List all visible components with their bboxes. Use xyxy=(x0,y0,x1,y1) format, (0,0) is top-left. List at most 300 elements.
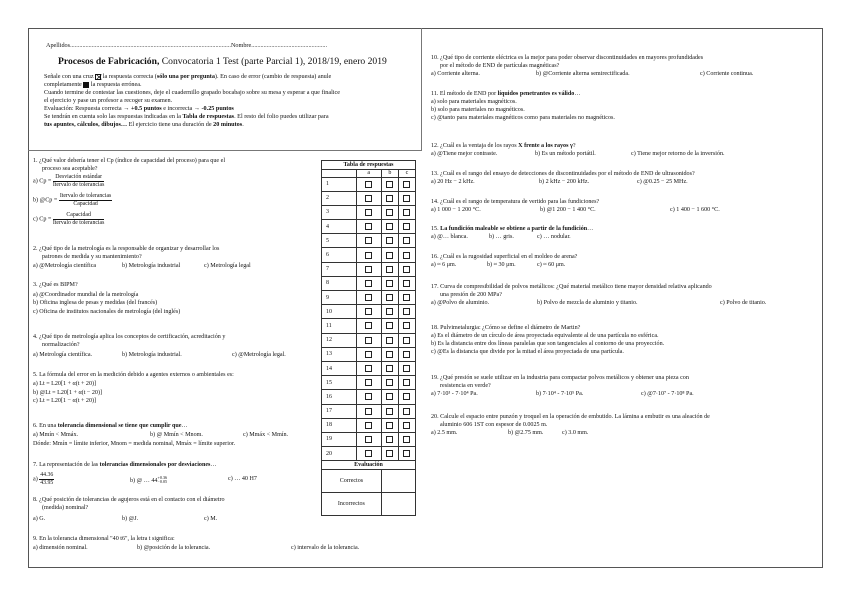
answer-checkbox-b[interactable] xyxy=(386,209,393,216)
q19-option-c[interactable]: c) @7·10⁷ - 7·10⁸ Pa. xyxy=(641,391,694,397)
answer-row xyxy=(322,333,416,347)
instruction-text: -0.25 puntos xyxy=(201,105,234,112)
instruction-text: El ejercicio tiene una duración de xyxy=(127,121,214,128)
answer-cell xyxy=(356,432,381,446)
q6-option-a[interactable]: a) Mmín < Mmáx. xyxy=(33,432,79,438)
question-text: 11. El método de END por xyxy=(431,91,498,97)
q2-text: 2. ¿Qué tipo de la metrología es la responsable de organizar y desarrollar los xyxy=(33,246,220,252)
answer-cell xyxy=(356,191,381,205)
vertical-divider xyxy=(421,28,422,151)
answer-cell xyxy=(381,404,398,418)
question-number: 13 xyxy=(322,347,357,361)
q18-option-b[interactable]: b) Es la distancia entre dos líneas paralelas que son tangenciales al contorno de una proyección. xyxy=(431,341,665,348)
q1-option-c[interactable] xyxy=(33,212,104,226)
q19-option-b[interactable]: b) 7·10⁴ - 7·10⁵ Pa. xyxy=(536,391,584,397)
q7-option-a[interactable] xyxy=(33,472,54,486)
instruction-text: el ejercicio y pase un profesor a recoger su examen. xyxy=(44,97,173,104)
q9-option-c[interactable]: c) intervalo de la tolerancia. xyxy=(291,545,360,551)
q18-option-c[interactable]: c) @Es la distancia que divide por la mitad el área proyectada de una partícula. xyxy=(431,349,624,356)
instruction-text: sólo una por pregunta xyxy=(156,73,215,80)
answer-checkbox-a[interactable] xyxy=(365,294,372,301)
q7-option-b[interactable] xyxy=(130,476,167,485)
answer-checkbox-c[interactable] xyxy=(403,436,410,443)
q16-option-a[interactable]: a) ≈ 6 μm. xyxy=(431,262,457,269)
instruction-line xyxy=(44,113,329,121)
q12-option-c[interactable]: c) Tiene mejor retorno de la inversión. xyxy=(631,151,725,158)
answer-checkbox-c[interactable] xyxy=(403,237,410,244)
column-header-a: a xyxy=(356,170,381,178)
answer-row xyxy=(322,262,416,276)
tolerance-limits xyxy=(157,476,167,485)
answer-checkbox-b[interactable] xyxy=(386,252,393,259)
q2-option-c[interactable]: c) Metrología legal xyxy=(204,263,251,269)
option-prefix: a) Cp = xyxy=(33,178,53,185)
q4-option-c[interactable]: c) @Metrología legal. xyxy=(232,352,286,358)
answer-cell xyxy=(381,205,398,219)
q5-option-b[interactable]: b) @Lt = L20[1 + α(t − 20)] xyxy=(33,389,103,396)
q20-option-c[interactable]: c) 3.0 mm. xyxy=(562,430,589,436)
q16-option-b[interactable]: b) ≈ 30 μm. xyxy=(487,262,516,269)
q8-option-c[interactable]: c) M. xyxy=(204,516,218,522)
answer-cell xyxy=(356,276,381,290)
answer-cell xyxy=(398,291,415,305)
question-number: 7 xyxy=(322,262,357,276)
question-number: 5 xyxy=(322,234,357,248)
answer-cell xyxy=(398,390,415,404)
question-number: 18 xyxy=(322,418,357,432)
instruction-text: . xyxy=(242,121,244,128)
question-text: 15. xyxy=(431,226,441,232)
q14-option-b[interactable]: b) @1 200 − 1 400 °C. xyxy=(540,207,596,214)
q17-option-c[interactable]: c) Polvo de titanio. xyxy=(720,300,767,306)
fraction-denominator: Itervalo de tolerancias xyxy=(52,181,105,188)
answer-cell xyxy=(356,404,381,418)
answer-checkbox-c[interactable] xyxy=(403,365,410,372)
q8-option-a[interactable]: a) G. xyxy=(33,516,46,522)
corner-cell xyxy=(322,170,357,178)
answer-checkbox-a[interactable] xyxy=(365,393,372,400)
q10-option-c[interactable]: c) Corriente continua. xyxy=(700,71,754,77)
fraction-numerator: Itervalo de tolerancias xyxy=(59,193,112,199)
answer-checkbox-b[interactable] xyxy=(386,379,393,386)
answer-checkbox-b[interactable] xyxy=(386,223,393,230)
q16-text: 16. ¿Cuál es la rugosidad superficial en el moldeo de arena? xyxy=(431,254,578,260)
answer-checkbox-b[interactable] xyxy=(386,408,393,415)
fraction-denominator: Itervalo de tolerancias xyxy=(52,219,105,226)
q2-option-b[interactable]: b) Metrología industrial xyxy=(122,263,181,269)
column-header-b: b xyxy=(381,170,398,178)
answer-checkbox-a[interactable] xyxy=(365,408,372,415)
fraction-denominator: 43.95 xyxy=(40,479,54,486)
q10-option-b[interactable]: b) @Corriente alterna semirectificada. xyxy=(536,71,630,77)
q15-text xyxy=(431,226,593,234)
answer-checkbox-b[interactable] xyxy=(386,393,393,400)
answer-cell xyxy=(398,376,415,390)
q11-text xyxy=(431,91,580,99)
question-number: 19 xyxy=(322,432,357,446)
answer-checkbox-c[interactable] xyxy=(403,181,410,188)
answer-checkbox-a[interactable] xyxy=(365,252,372,259)
instruction-text: tus apuntes, cálculos, dibujos… xyxy=(44,121,128,128)
answer-cell xyxy=(398,319,415,333)
nombre-field[interactable]: ................................................. xyxy=(251,42,328,49)
answer-checkbox-a[interactable] xyxy=(365,308,372,315)
q8-option-b[interactable]: b) @J. xyxy=(122,516,139,522)
answer-checkbox-b[interactable] xyxy=(386,422,393,429)
answer-cell xyxy=(381,418,398,432)
question-text: 12. ¿Cuál es la ventaja de los rayos xyxy=(431,143,519,149)
answer-row xyxy=(322,177,416,191)
q9-option-a[interactable]: a) dimensión nominal. xyxy=(33,545,88,551)
q17-text: 17. Curva de compresibilidad de polvos metálicos: ¿Qué material metálico tiene mayor densidad relativa aplicando xyxy=(431,284,712,290)
correct-score-field[interactable] xyxy=(381,470,415,493)
q4-option-b[interactable]: b) Metrología industrial. xyxy=(122,352,182,358)
answer-row xyxy=(322,276,416,290)
answer-checkbox-a[interactable] xyxy=(365,237,372,244)
question-number: 1 xyxy=(322,177,357,191)
q9-option-b[interactable]: b) @posición de la tolerancia. xyxy=(137,545,211,551)
instruction-line xyxy=(44,121,244,129)
question-text: … xyxy=(574,91,581,97)
answer-checkbox-c[interactable] xyxy=(403,322,410,329)
answer-checkbox-b[interactable] xyxy=(386,280,393,287)
question-number: 6 xyxy=(322,248,357,262)
title-bold: Procesos de Fabricación, xyxy=(58,56,160,67)
answer-checkbox-c[interactable] xyxy=(403,422,410,429)
question-number: 14 xyxy=(322,361,357,375)
answer-cell xyxy=(381,220,398,234)
answer-cell xyxy=(381,177,398,191)
question-number: 3 xyxy=(322,205,357,219)
q3-option-c[interactable]: c) Oficina de institutos nacionales de metrología (del inglés) xyxy=(33,308,181,315)
answer-cell xyxy=(356,205,381,219)
q1-option-b[interactable] xyxy=(33,193,112,207)
apellidos-label: Apellidos xyxy=(46,42,71,49)
answer-cell xyxy=(356,248,381,262)
checkbox-icon xyxy=(95,74,101,80)
answer-cell xyxy=(381,305,398,319)
answer-cell xyxy=(381,191,398,205)
question-number: 20 xyxy=(322,447,357,461)
apellidos-field[interactable]: ........................................................................................................ xyxy=(70,42,231,49)
name-line xyxy=(46,42,327,50)
question-emphasis: líquidos penetrantes es válido xyxy=(497,91,575,97)
answer-checkbox-b[interactable] xyxy=(386,337,393,344)
q6-option-b[interactable]: b) @ Mmín < Mnom. xyxy=(150,432,203,438)
q20-text: 20. Calcule el espacio entre punzón y troquel en la operación de embutido. La lámina a embutir es una aleación de xyxy=(431,414,710,420)
evaluation-title: Evaluación xyxy=(322,461,416,470)
q14-text: 14. ¿Cuál es el rango de temperatura de vertido para las fundiciones? xyxy=(431,199,600,205)
answer-checkbox-a[interactable] xyxy=(365,337,372,344)
q13-option-a[interactable]: a) 20 Hz − 2 kHz. xyxy=(431,179,475,186)
q5-text: 5. La fórmula del error en la medición debido a agentes externos o ambientales es: xyxy=(33,372,234,378)
answer-cell xyxy=(398,447,415,461)
q18-text: 18. Pulvimetalurgia: ¿Cómo se define el diámetro de Martin? xyxy=(431,325,581,331)
answer-row xyxy=(322,319,416,333)
question-emphasis: tolerancia dimensional se tiene que cumplir que xyxy=(57,423,182,429)
answer-cell xyxy=(356,390,381,404)
answer-checkbox-b[interactable] xyxy=(386,365,393,372)
instruction-text: Señale con una cruz xyxy=(44,73,96,80)
q9-text: 9. En la tolerancia dimensional "40 t6", la letra t significa: xyxy=(33,536,175,542)
answer-checkbox-a[interactable] xyxy=(365,280,372,287)
q11-option-a[interactable]: a) solo para materiales magnéticos. xyxy=(431,99,517,106)
answer-cell xyxy=(381,333,398,347)
answer-cell xyxy=(398,205,415,219)
question-number: 15 xyxy=(322,376,357,390)
q2-option-a[interactable]: a) @Metrología científica xyxy=(33,263,97,269)
fraction-numerator: Desviación estándar xyxy=(53,174,105,182)
q10-text: 10. ¿Qué tipo de corriente eléctrica es la mejor para poder observar discontinuidades en mayores profundidades xyxy=(431,55,704,61)
answer-checkbox-b[interactable] xyxy=(386,436,393,443)
q17-text: una presión de 200 MPa? xyxy=(440,291,502,298)
answer-cell xyxy=(356,177,381,191)
q15-option-b[interactable]: b) … gris. xyxy=(489,234,514,241)
answer-cell xyxy=(398,262,415,276)
answer-checkbox-a[interactable] xyxy=(365,181,372,188)
answer-cell xyxy=(398,432,415,446)
fraction xyxy=(53,174,105,188)
q15-option-a[interactable]: a) @… blanca. xyxy=(431,234,468,241)
question-text: ? xyxy=(572,143,576,149)
fraction xyxy=(59,193,113,207)
answer-checkbox-c[interactable] xyxy=(403,379,410,386)
answer-checkbox-a[interactable] xyxy=(365,209,372,216)
question-number: 10 xyxy=(322,305,357,319)
answer-cell xyxy=(381,291,398,305)
instruction-text: 20 minutos xyxy=(213,121,243,128)
incorrect-label: Incorrectos xyxy=(322,493,382,516)
answer-cell xyxy=(356,447,381,461)
q8-text: (medida) nominal? xyxy=(42,504,89,511)
instruction-line xyxy=(44,73,331,81)
answer-checkbox-a[interactable] xyxy=(365,266,372,273)
answer-checkbox-b[interactable] xyxy=(386,237,393,244)
question-number: 11 xyxy=(322,319,357,333)
answer-checkbox-c[interactable] xyxy=(403,209,410,216)
q5-option-c[interactable]: c) Lt = L20[1 − α(t + 20)] xyxy=(33,398,97,405)
answer-checkbox-c[interactable] xyxy=(403,408,410,415)
q14-option-a[interactable]: a) 1 000 − 1 200 °C. xyxy=(431,207,481,214)
correct-label: Correctos xyxy=(322,470,382,493)
answer-cell xyxy=(398,418,415,432)
page-title xyxy=(58,56,387,67)
question-text: … xyxy=(210,462,217,468)
answer-checkbox-c[interactable] xyxy=(403,195,410,202)
answer-checkbox-a[interactable] xyxy=(365,223,372,230)
instruction-text: ). En caso de error (cambio de respuesta) anule xyxy=(214,73,332,80)
answer-checkbox-b[interactable] xyxy=(386,351,393,358)
q6-option-c[interactable]: c) Mmáx < Mmín. xyxy=(243,432,289,438)
q13-text: 13. ¿Cuál es el rango del ensayo de detecciones de discontinuidades por el método de END de ultrasonidos? xyxy=(431,171,695,177)
answer-checkbox-b[interactable] xyxy=(386,266,393,273)
q7-option-c[interactable]: c) … 40 H7 xyxy=(228,476,257,482)
upper-limit: +0.36 xyxy=(157,475,168,480)
answer-checkbox-a[interactable] xyxy=(365,436,372,443)
q20-option-a[interactable]: a) 2.5 mm. xyxy=(431,430,458,436)
answer-cell xyxy=(381,347,398,361)
q4-text: normalización? xyxy=(42,341,80,348)
answer-cell xyxy=(381,390,398,404)
q11-option-b[interactable]: b) solo para materiales no magnéticos. xyxy=(431,107,525,114)
answer-cell xyxy=(398,191,415,205)
q17-option-b[interactable]: b) Polvo de mezcla de aluminio y titanio. xyxy=(537,300,638,306)
answer-checkbox-b[interactable] xyxy=(386,195,393,202)
q19-option-a[interactable]: a) 7·10³ - 7·10⁴ Pa. xyxy=(431,391,478,397)
answer-cell xyxy=(356,220,381,234)
question-number: 12 xyxy=(322,333,357,347)
lower-limit: −0.05 xyxy=(157,479,168,485)
answer-row xyxy=(322,205,416,219)
nombre-label: Nombre xyxy=(230,42,252,49)
answer-cell xyxy=(398,333,415,347)
q7-text xyxy=(33,462,217,470)
answer-checkbox-b[interactable] xyxy=(386,308,393,315)
q13-option-b[interactable]: b) 2 kHz − 200 kHz. xyxy=(539,179,590,186)
q2-text: patrones de medida y su mantenimiento? xyxy=(42,253,142,260)
instruction-text: la respuesta errónea. xyxy=(89,81,142,88)
answer-checkbox-b[interactable] xyxy=(386,181,393,188)
answer-checkbox-c[interactable] xyxy=(403,280,410,287)
answer-checkbox-a[interactable] xyxy=(365,422,372,429)
answer-cell xyxy=(381,447,398,461)
answer-cell xyxy=(356,418,381,432)
q12-option-b[interactable]: b) Es un método portátil. xyxy=(535,151,596,158)
q3-text: 3. ¿Qué es BIPM? xyxy=(33,282,78,288)
q6-note: Dónde: Mmín = límite inferior, Mnom = medida nominal, Mmáx = límite superior. xyxy=(33,441,236,447)
q1-option-a[interactable] xyxy=(33,174,104,188)
q12-option-a[interactable]: a) @Tiene mejor contraste. xyxy=(431,151,498,158)
option-prefix: a) xyxy=(33,476,40,483)
q11-option-c[interactable]: c) @tanto para materiales magnéticos como para materiales no magnéticos. xyxy=(431,115,615,122)
answer-checkbox-a[interactable] xyxy=(365,379,372,386)
instruction-line xyxy=(44,81,142,89)
answer-checkbox-c[interactable] xyxy=(403,308,410,315)
q6-text xyxy=(33,423,188,431)
instruction-text: Se tendrán en cuenta solo las respuestas indicadas en la xyxy=(44,113,183,120)
answer-table-title: Tabla de respuestas xyxy=(322,161,416,170)
answer-cell xyxy=(356,291,381,305)
answer-cell xyxy=(381,432,398,446)
option-prefix: b) @Cp = xyxy=(33,197,59,204)
instruction-line xyxy=(44,97,172,105)
answer-cell xyxy=(398,361,415,375)
incorrect-score-field[interactable] xyxy=(381,493,415,516)
instruction-line xyxy=(44,89,340,97)
answer-checkbox-a[interactable] xyxy=(365,351,372,358)
answer-checkbox-c[interactable] xyxy=(403,450,410,457)
option-prefix: b) @ … 44 xyxy=(130,477,158,484)
answer-row xyxy=(322,291,416,305)
answer-checkbox-b[interactable] xyxy=(386,294,393,301)
answer-cell xyxy=(381,234,398,248)
q4-text: 4. ¿Qué tipo de metrología aplica los conceptos de certificación, acreditación y xyxy=(33,334,226,340)
answer-cell xyxy=(398,404,415,418)
question-number: 9 xyxy=(322,291,357,305)
answer-cell xyxy=(381,248,398,262)
q17-option-a[interactable]: a) @Polvo de aluminio. xyxy=(431,300,490,306)
answer-checkbox-c[interactable] xyxy=(403,294,410,301)
q10-text: por el método de END de partículas magnéticas? xyxy=(440,62,560,69)
answer-checkbox-b[interactable] xyxy=(386,322,393,329)
q19-text: 19. ¿Qué presión se suele utilizar en la industria para compactar polvos metálicos y obtener una pieza con xyxy=(431,375,689,381)
answer-checkbox-a[interactable] xyxy=(365,322,372,329)
instruction-text: completamente xyxy=(44,81,84,88)
q8-text: 8. ¿Qué posición de tolerancias de agujeros está en el contacto con el diámetro xyxy=(33,497,225,503)
answer-checkbox-c[interactable] xyxy=(403,223,410,230)
q10-option-a[interactable]: a) Corriente alterna. xyxy=(431,71,480,77)
answer-table-header xyxy=(322,170,416,178)
answer-table xyxy=(321,160,416,516)
answer-cell xyxy=(398,276,415,290)
answer-cell xyxy=(356,361,381,375)
answer-checkbox-a[interactable] xyxy=(365,195,372,202)
answer-row xyxy=(322,432,416,446)
q1-text: proceso sea aceptable? xyxy=(42,165,98,172)
answer-row xyxy=(322,234,416,248)
q13-option-c[interactable]: c) @0.25 − 25 MHz. xyxy=(637,179,688,186)
answer-row xyxy=(322,418,416,432)
answer-checkbox-c[interactable] xyxy=(403,266,410,273)
instruction-text: e incorrecta → xyxy=(161,105,202,112)
question-number: 16 xyxy=(322,390,357,404)
column-header-c: c xyxy=(398,170,415,178)
q5-option-a[interactable]: a) Lt = L20[1 + α(t + 20)] xyxy=(33,381,97,387)
answer-checkbox-c[interactable] xyxy=(403,252,410,259)
answer-row xyxy=(322,248,416,262)
answer-cell xyxy=(398,347,415,361)
q3-option-b[interactable]: b) Oficina inglesa de pesas y medidas (del francés) xyxy=(33,300,158,307)
q15-option-c[interactable]: c) … nodular. xyxy=(537,234,571,241)
answer-cell xyxy=(381,361,398,375)
option-prefix: c) Cp = xyxy=(33,216,53,223)
instruction-text: la respuesta correcta ( xyxy=(101,73,157,80)
answer-cell xyxy=(381,319,398,333)
q20-option-b[interactable]: b) @2.75 mm. xyxy=(508,430,544,436)
answer-cell xyxy=(356,376,381,390)
answer-row xyxy=(322,404,416,418)
instruction-text: Evaluación: Respuesta correcta → xyxy=(44,105,131,112)
answer-checkbox-c[interactable] xyxy=(403,351,410,358)
answer-checkbox-a[interactable] xyxy=(365,365,372,372)
q3-option-a[interactable]: a) @Coordinador mundial de la metrología xyxy=(33,292,139,298)
answer-cell xyxy=(398,305,415,319)
q19-text: resistencia en verde? xyxy=(440,382,491,389)
q18-option-a[interactable]: a) Es el diámetro de un círculo de área proyectada equivalente al de una partícula no esférica. xyxy=(431,333,659,340)
answer-checkbox-c[interactable] xyxy=(403,337,410,344)
fraction-numerator: 44.36 xyxy=(40,472,54,478)
answer-cell xyxy=(381,376,398,390)
answer-checkbox-c[interactable] xyxy=(403,393,410,400)
answer-checkbox-b[interactable] xyxy=(386,450,393,457)
q16-option-c[interactable]: c) ≈ 60 μm. xyxy=(537,262,566,269)
instruction-line xyxy=(44,105,234,113)
answer-row xyxy=(322,191,416,205)
answer-cell xyxy=(381,262,398,276)
instruction-text: +0.5 puntos xyxy=(130,105,162,112)
q20-text: aluminio 606 1ST con espesor de 0.0025 m. xyxy=(440,421,548,428)
answer-row xyxy=(322,220,416,234)
instruction-text: . El resto del folio puedes utilizar para xyxy=(234,113,329,120)
question-number: 17 xyxy=(322,404,357,418)
answer-checkbox-a[interactable] xyxy=(365,450,372,457)
question-text: … xyxy=(181,423,188,429)
fraction xyxy=(53,212,105,226)
q4-option-a[interactable]: a) Metrología científica. xyxy=(33,352,93,358)
question-emphasis: X frente a los rayos γ xyxy=(518,143,573,149)
q14-option-c[interactable]: c) 1 400 − 1 600 °C. xyxy=(670,207,720,214)
question-text: 6. En una xyxy=(33,423,58,429)
